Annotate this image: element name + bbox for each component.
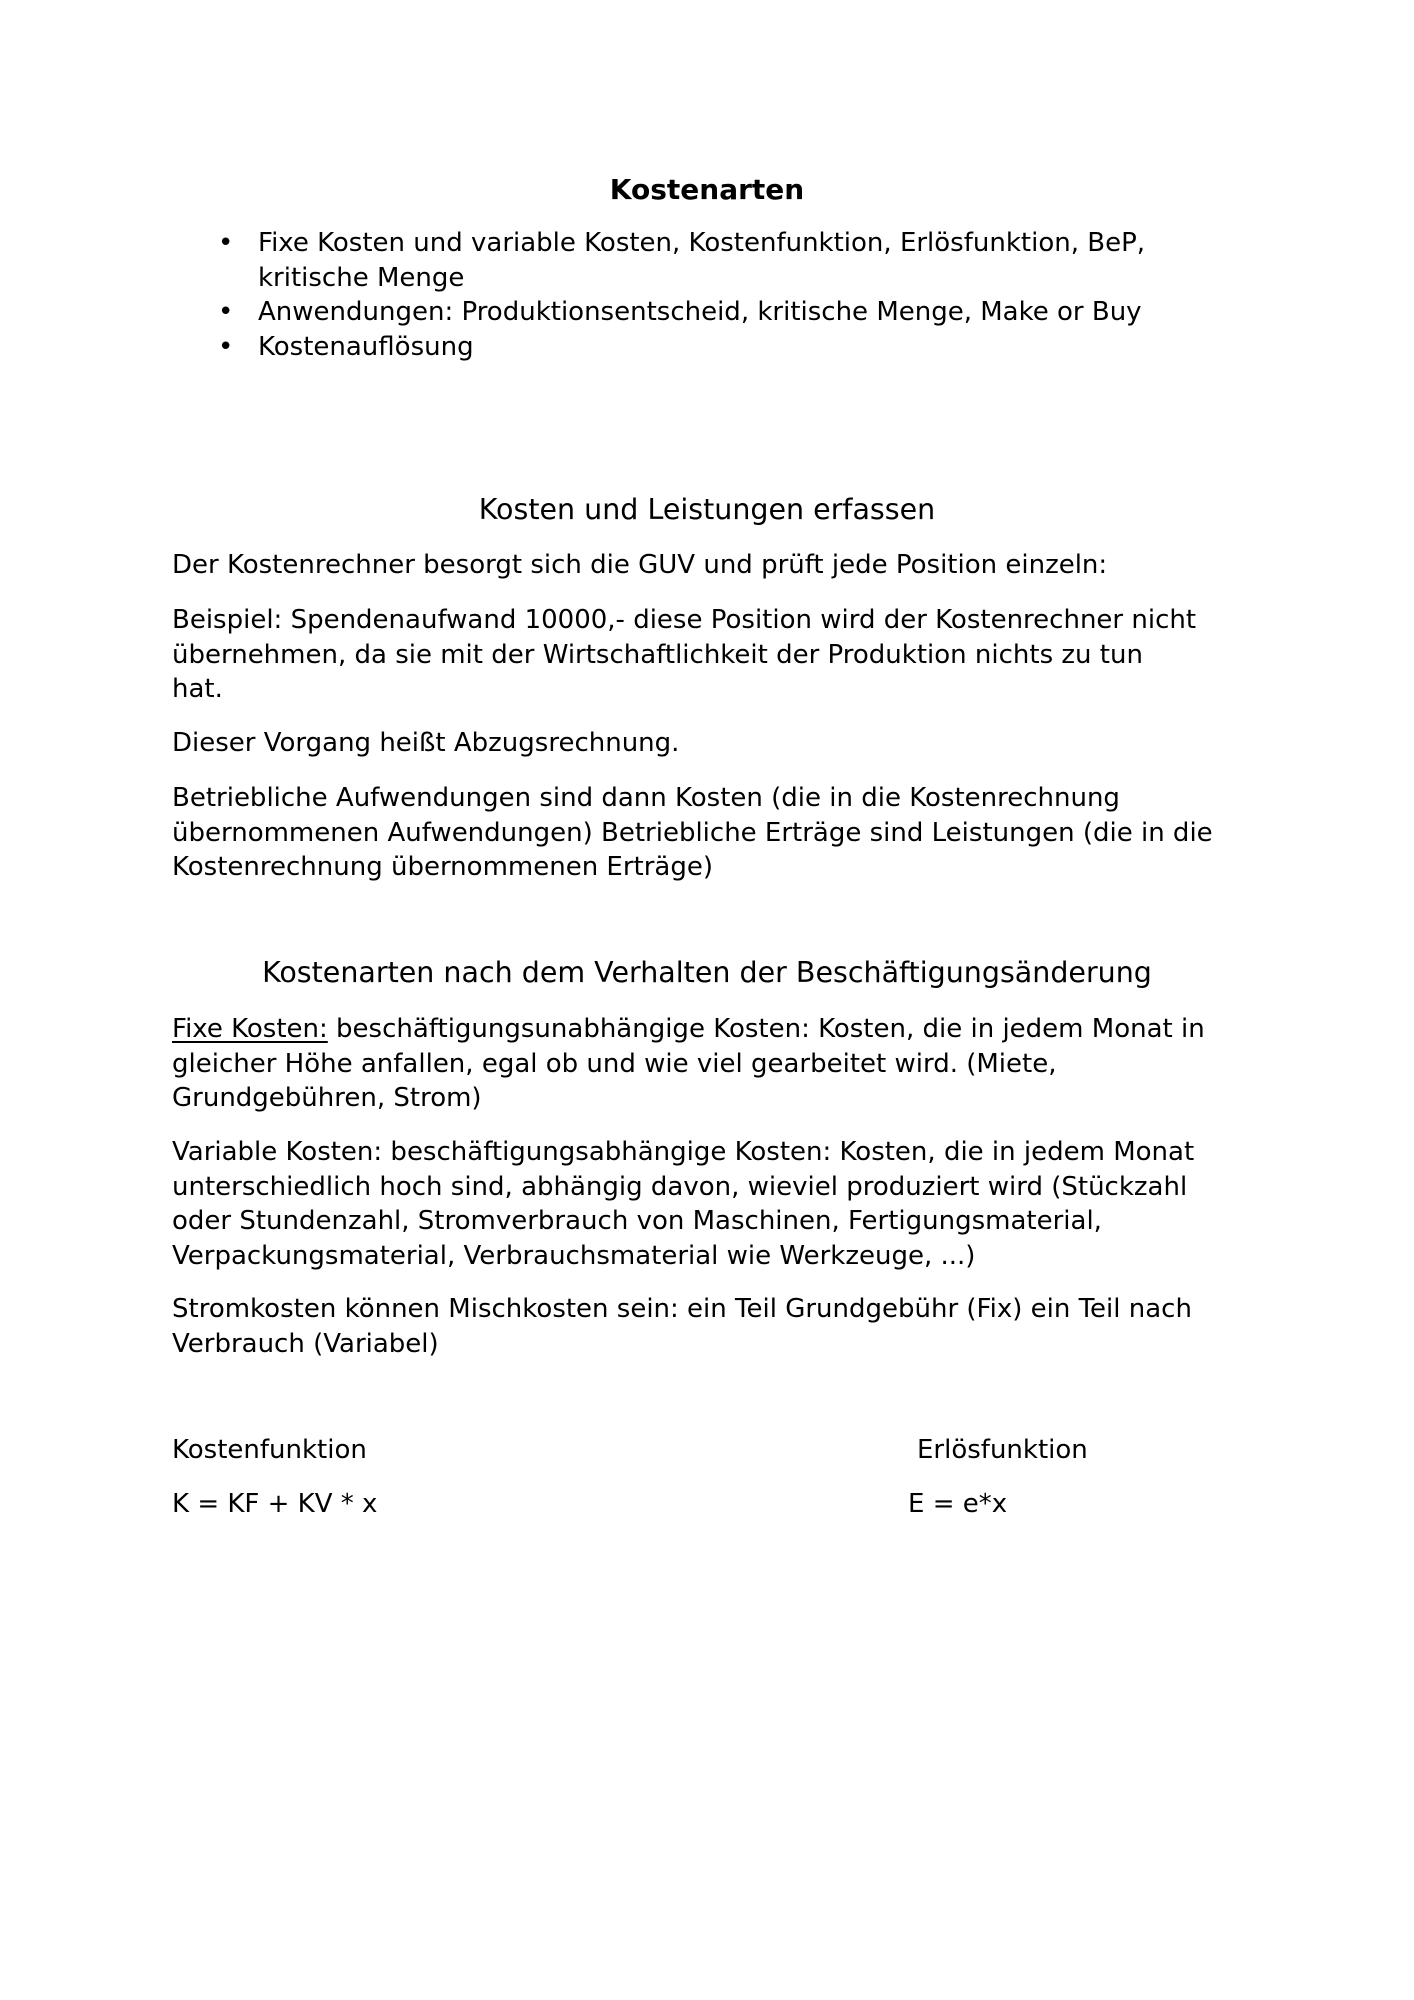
paragraph-line: unterschiedlich hoch sind, abhängig davon, wieviel produziert wird (Stückzahl — [172, 1171, 1188, 1202]
bullet-text: Anwendungen: Produktionsentscheid, kritische Menge, Make or Buy — [258, 297, 1142, 327]
paragraph-line: Der Kostenrechner besorgt sich die GUV und prüft jede Position einzeln: — [172, 550, 1108, 580]
paragraph-line: Variable Kosten: beschäftigungsabhängige Kosten: Kosten, die in jedem Monat — [172, 1137, 1195, 1167]
bullet-icon: • — [218, 228, 234, 258]
paragraph-variable-costs — [172, 1135, 1194, 1273]
bullet-text: Fixe Kosten und variable Kosten, Kostenfunktion, Erlösfunktion, BeP, — [258, 228, 1146, 258]
paragraph-line: gleicher Höhe anfallen, egal ob und wie viel gearbeitet wird. (Miete, — [172, 1048, 1057, 1079]
paragraph-line: Dieser Vorgang heißt Abzugsrechnung. — [172, 728, 680, 758]
paragraph-fixed-costs — [172, 1012, 1205, 1116]
paragraph-line: Beispiel: Spendenaufwand 10000,- diese Position wird der Kostenrechner nicht — [172, 605, 1197, 635]
paragraph-line: Betriebliche Aufwendungen sind dann Kosten (die in die Kostenrechnung — [172, 783, 1120, 813]
fixed-costs-term: Fixe Kosten: — [172, 1014, 328, 1044]
paragraph-line: übernommenen Aufwendungen) Betriebliche Erträge sind Leistungen (die in die — [172, 817, 1213, 848]
page-title: Kostenarten — [609, 173, 805, 206]
cost-function-label: Kostenfunktion — [172, 1435, 367, 1465]
paragraph-line: Kostenrechnung übernommenen Erträge) — [172, 852, 714, 882]
cost-function-formula: K = KF + KV * x — [172, 1489, 378, 1519]
revenue-function-label: Erlösfunktion — [917, 1435, 1088, 1465]
paragraph-example — [172, 603, 1196, 707]
section-heading-kosten-leistungen: Kosten und Leistungen erfassen — [478, 493, 936, 526]
paragraph-definition — [172, 781, 1213, 885]
fixed-costs-definition: beschäftigungsunabhängige Kosten: Kosten, die in jedem Monat in — [327, 1014, 1205, 1044]
paragraph-line — [172, 1012, 1205, 1047]
bullet-item — [210, 330, 1145, 365]
bullet-text: kritische Menge — [258, 262, 465, 293]
bullet-item — [210, 226, 1145, 295]
paragraph — [172, 548, 1107, 583]
paragraph-line: Verpackungsmaterial, Verbrauchsmaterial wie Werkzeuge, ...) — [172, 1240, 976, 1271]
paragraph-line: oder Stundenzahl, Stromverbrauch von Maschinen, Fertigungsmaterial, — [172, 1206, 1102, 1236]
section-heading-kostenarten-verhalten: Kostenarten nach dem Verhalten der Beschäftigungsänderung — [262, 956, 1152, 989]
paragraph-line: übernehmen, da sie mit der Wirtschaftlichkeit der Produktion nichts zu tun — [172, 639, 1143, 670]
topic-bullet-list — [210, 226, 1145, 364]
paragraph-mixed-costs — [172, 1292, 1192, 1361]
bullet-icon: • — [218, 297, 234, 327]
bullet-text: Kostenauflösung — [258, 331, 474, 362]
bullet-icon: • — [218, 331, 234, 362]
paragraph-line: Stromkosten können Mischkosten sein: ein Teil Grundgebühr (Fix) ein Teil nach — [172, 1294, 1192, 1324]
paragraph-line: Verbrauch (Variabel) — [172, 1328, 439, 1359]
paragraph-line: Grundgebühren, Strom) — [172, 1083, 482, 1113]
bullet-item — [210, 295, 1145, 330]
revenue-function-formula: E = e*x — [908, 1489, 1008, 1519]
paragraph-line: hat. — [172, 674, 223, 704]
paragraph — [172, 726, 679, 761]
